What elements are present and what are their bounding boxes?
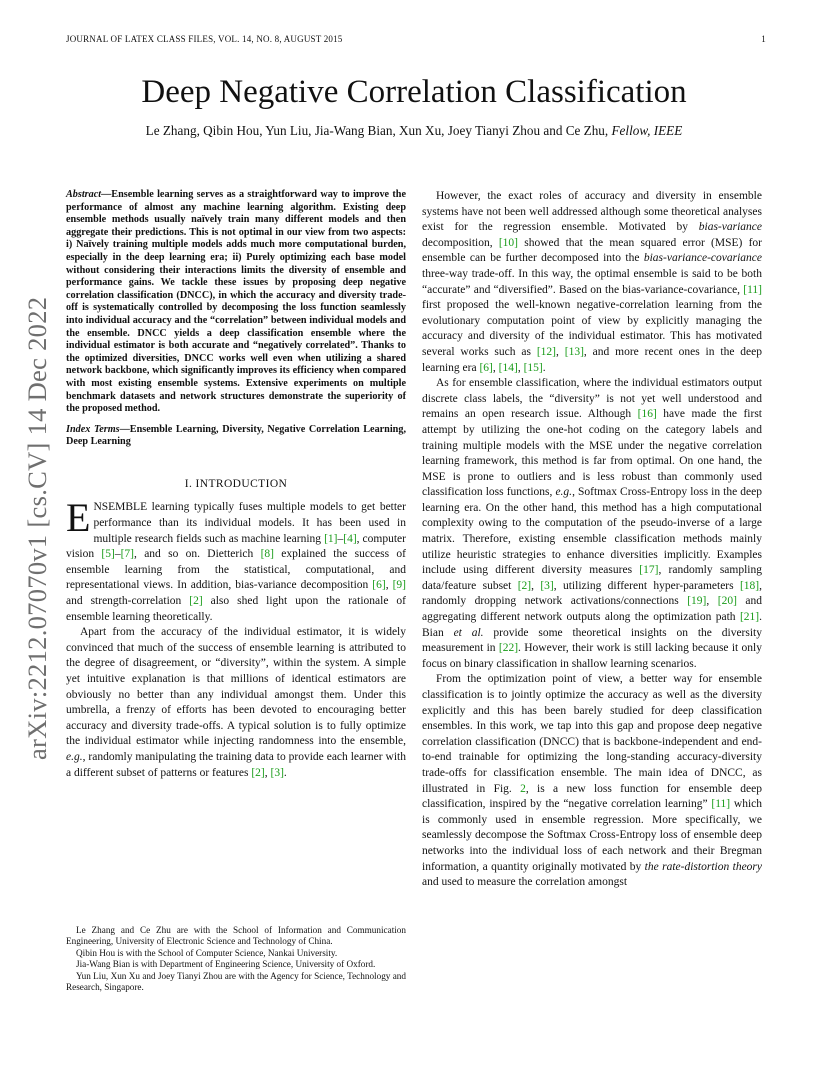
text-run: first proposed the well-known negative-correlation learning from the evolutionary computation point of view by explicitly managing the accuracy and diversity of the individual estimator. This has motivated several works such as xyxy=(422,299,762,358)
right-column xyxy=(422,189,762,891)
text-run: , is a new loss function for ensemble deep classification, inspired by the “negative correlation learning” xyxy=(422,782,762,811)
citation-link[interactable]: [6] xyxy=(479,361,493,374)
citation-link[interactable]: [15] xyxy=(523,361,543,374)
citation-link[interactable]: [14] xyxy=(498,361,518,374)
text-run: bias-variance-covariance xyxy=(643,252,762,265)
footnote: Yun Liu, Xun Xu and Joey Tianyi Zhou are with the Agency for Science, Technology and Research, Singapore. xyxy=(66,970,406,993)
abstract-label: Abstract xyxy=(66,189,102,200)
text-run: explained the success of ensemble learning from the statistical, computational, and representational views. In addition, bias-variance decomposition xyxy=(66,548,406,592)
affiliation-footnotes xyxy=(66,925,406,993)
text-run: , randomly dropping network activations/connections xyxy=(422,579,762,608)
text-run: e.g. xyxy=(66,750,83,763)
author-list xyxy=(0,123,828,139)
drop-cap: E xyxy=(66,495,91,541)
author-names: Le Zhang, Qibin Hou, Yun Liu, Jia-Wang Bian, Xun Xu, Joey Tianyi Zhou and Ce Zhu, xyxy=(145,123,609,138)
citation-link[interactable]: [10] xyxy=(498,236,518,249)
text-run: – xyxy=(114,548,121,561)
text-run: , randomly manipulating the training data to provide each learner with a different subset of patterns or features xyxy=(66,750,406,779)
text-run: , Softmax Cross-Entropy loss in the deep learning era. On the other hand, this method has a high computational complexity owing to the computation of the pseudo-inverse of a large matrix. Therefore, existing ensemble classification methods mainly utilize heuristic strategies to enhance diversities implicitly. Examples include using different diversity measures xyxy=(422,486,762,577)
running-header xyxy=(66,34,766,44)
citation-link[interactable]: [19] xyxy=(687,595,707,608)
text-run: . xyxy=(542,361,546,374)
text-run: , xyxy=(385,579,393,592)
citation-link[interactable]: [21] xyxy=(739,611,760,624)
text-run: As for ensemble classification, where the individual estimators output discrete class labels, the “diversity” is not yet well understood and remains an open research issue. Although xyxy=(422,377,762,421)
text-run: et al. xyxy=(453,626,484,639)
citation-link[interactable]: [18] xyxy=(739,579,760,592)
journal-header: JOURNAL OF LATEX CLASS FILES, VOL. 14, NO. 8, AUGUST 2015 xyxy=(66,34,343,44)
text-run: – xyxy=(337,532,344,545)
citation-link[interactable]: [8] xyxy=(260,548,274,561)
text-run: , and so on. Dietterich xyxy=(134,548,261,561)
text-run: e.g. xyxy=(555,486,573,499)
intro-paragraph-1 xyxy=(66,495,406,625)
text-run: , xyxy=(556,345,565,358)
text-run: , and more recent ones in the deep learning era xyxy=(422,345,762,374)
citation-link[interactable]: [17] xyxy=(639,564,659,577)
footnote: Le Zhang and Ce Zhu are with the School of Information and Communication Engineering, University of Electronic Science and Technology of China. xyxy=(66,925,406,947)
text-run: . xyxy=(283,766,287,779)
text-run: Apart from the accuracy of the individual estimator, it is widely convinced that much of the success of ensemble learning is attributed to the degree of disagreement, or “diversity”, within the system. A simple yet intuitive explanation is that millions of identical estimators are obviously no better than any individual amongst them. Under this umbrella, a frenzy of efforts has been devoted to encouraging better accuracy and diversity trade-offs. A typical solution is to fully optimize the individual estimator while injecting randomness into the ensemble, xyxy=(66,626,406,748)
citation-link[interactable]: [13] xyxy=(564,345,584,358)
text-run: decomposition, xyxy=(422,236,499,249)
text-run: , xyxy=(492,361,499,374)
citation-link[interactable]: [7] xyxy=(120,548,135,561)
citation-link[interactable]: [9] xyxy=(392,579,406,592)
index-terms-text: —Ensemble Learning, Diversity, Negative Correlation Learning, Deep Learning xyxy=(66,423,406,448)
arxiv-stamp[interactable]: arXiv:2212.07070v1 [cs.CV] 14 Dec 2022 xyxy=(22,296,52,760)
intro-paragraph-2 xyxy=(66,625,406,781)
citation-link[interactable]: [22] xyxy=(498,642,519,655)
text-run: which is commonly used in ensemble regression. More specifically, we seamlessly decompose the Softmax Cross-Entropy loss of ensemble deep networks into the individual loss of each network and their Bregman information, a quantity originally motivated by xyxy=(422,798,762,873)
text-run: . Bian xyxy=(422,611,762,639)
text-run: , computer vision xyxy=(66,532,406,561)
text-run: bias-variance xyxy=(698,221,762,234)
body-paragraph xyxy=(422,189,762,376)
citation-link[interactable]: [2] xyxy=(517,579,532,592)
page-number: 1 xyxy=(761,34,766,44)
text-run: and aggregating different network outputs along the optimization path xyxy=(422,595,763,624)
text-run: , randomly sampling data/feature subset xyxy=(422,564,762,592)
citation-link[interactable]: [3] xyxy=(540,579,554,592)
section-heading: I. INTRODUCTION xyxy=(184,477,288,490)
body-paragraph xyxy=(422,376,762,672)
author-suffix: Fellow, IEEE xyxy=(611,123,683,138)
footnote: Qibin Hou is with the School of Computer Science, Nankai University. xyxy=(76,947,338,958)
text-run: showed that the mean squared error (MSE) for ensemble can be further decomposed into the xyxy=(422,236,762,265)
citation-link[interactable]: [2] xyxy=(189,595,203,608)
citation-link[interactable]: [5] xyxy=(101,548,115,561)
text-run: have made the first attempt by utilizing the one-hot coding on the category labels and training multiple models with the MSE under the negative correlation learning framework, this method is far from optimal. On one hand, the MSE is prone to outliers and is less robust than commonly used classification loss functions, xyxy=(422,408,762,499)
text-run: , xyxy=(706,595,718,608)
citation-link[interactable]: [3] xyxy=(270,766,284,779)
abstract-text: —Ensemble learning serves as a straightforward way to improve the performance of almost any machine learning algorithm. Existing deep ensemble methods usually naïvely train many different models and then aggregate their predictions. This is not optimal in our view from two aspects: i) Naïvely training multiple models adds much more computational burden, especially in the deep learning era; ii) Purely optimizing each base model without considering their interactions limits the diversity of ensemble and performance gains. We tackle these issues by proposing deep negative correlation classification (DNCC), in which the accuracy and diversity trade-off is systematically controlled by decomposing the loss function seamlessly into individual accuracy and the “correlation” between individual models and the ensemble. DNCC yields a deep classification ensemble where the individual estimator is both accurate and “negatively correlated”. Thanks to the optimized diversities, DNCC works well even when utilizing a shared network backbone, which significantly improves its efficiency when compared with most existing ensemble systems. Extensive experiments on multiple benchmark datasets and network structures demonstrate the superiority of the proposed method. xyxy=(66,189,406,415)
paper-title: Deep Negative Correlation Classification xyxy=(141,74,687,110)
citation-link[interactable]: [20] xyxy=(717,595,737,608)
text-run: From the optimization point of view, a better way for ensemble classification is to jointly optimize the accuracy as well as the diversity explicitly and this has been barely studied for deep classification ensembles. In this work, we tap into this gap and propose deep negative correlation classification (DNCC) that is backbone-independent and end-to-end trainable for optimizing the long-standing accuracy-diversity trade-offs for classification ensemble. The main idea of DNCC, as illustrated in Fig. xyxy=(422,673,762,795)
body-paragraph xyxy=(422,672,762,890)
index-terms-label: Index Terms xyxy=(66,423,120,435)
citation-link[interactable]: [11] xyxy=(743,283,762,296)
text-run: . However, their work is still lacking because it only focus on binary classification in shallow learning scenarios. xyxy=(422,642,762,670)
text-run: NSEMBLE learning typically fuses multiple models to get better performance than its individual models. It has been used in multiple research fields such as machine learning xyxy=(93,501,406,545)
text-run: , xyxy=(264,766,271,779)
citation-link[interactable]: [16] xyxy=(637,408,657,421)
text-run: However, the exact roles of accuracy and diversity in ensemble systems have not been well addressed although some theoretical analyses exist for the regression ensemble. Motivated by xyxy=(422,190,762,234)
text-run: , utilizing different hyper-parameters xyxy=(553,579,740,592)
citation-link[interactable]: [11] xyxy=(711,798,731,811)
text-run: provide some theoretical insights on the diversity measurement in xyxy=(422,626,762,655)
figure-link[interactable]: 2 xyxy=(520,782,526,795)
text-run: three-way trade-off. In this way, the optimal ensemble is said to be both “accurate” and “diversified”. Based on the bias-variance-covariance, xyxy=(422,267,762,296)
left-column xyxy=(66,189,406,781)
citation-link[interactable]: [6] xyxy=(372,579,386,592)
footnote: Jia-Wang Bian is with Department of Engineering Science, University of Oxford. xyxy=(76,959,376,970)
citation-link[interactable]: [1] xyxy=(324,532,338,545)
text-run: and strength-correlation xyxy=(66,595,190,608)
text-run: and used to measure the correlation amongst xyxy=(422,876,628,889)
text-run: , xyxy=(517,361,524,374)
text-run: also shed light upon the rationale of ensemble learning theoretically. xyxy=(66,595,406,623)
text-run: the rate-distortion theory xyxy=(644,860,762,873)
index-terms xyxy=(66,424,406,449)
citation-link[interactable]: [2] xyxy=(251,766,265,779)
abstract xyxy=(66,189,406,416)
citation-link[interactable]: [4] xyxy=(343,532,357,545)
text-run: , xyxy=(531,579,541,592)
citation-link[interactable]: [12] xyxy=(536,345,556,358)
